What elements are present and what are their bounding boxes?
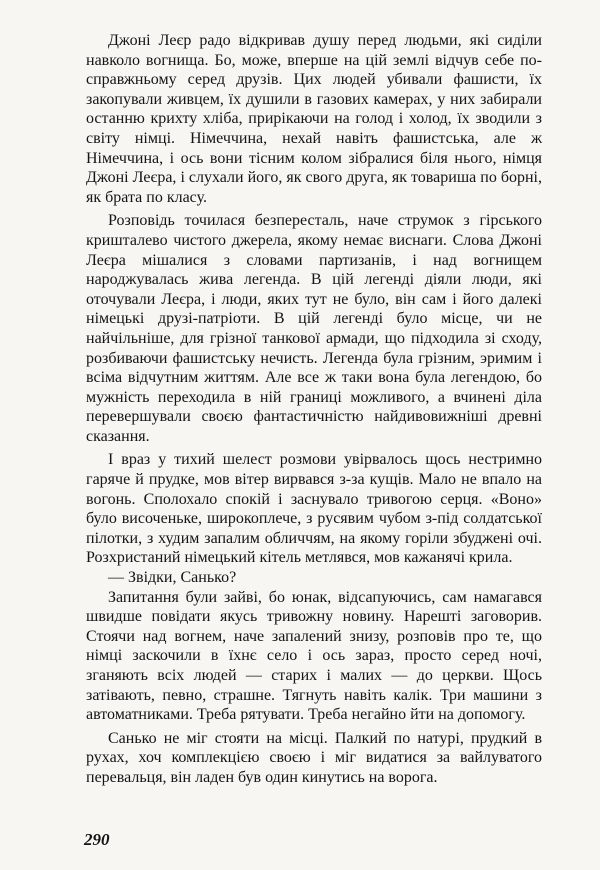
body-text (86, 31, 542, 788)
paragraph-2: Розповідь точилася безпересталь, наче струмок з гірського кришталево чистого джерела, якому немає виснаги. Слова Джоні Леєра мішалися з словами партизанів, і над вогнищем народжувалась жива легенда. В цій легенді діяли люди, які оточували Леєра, і люди, яких тут не було, він сам і його далекі німецькі друзі-патріоти. В цій легенді було місце, чи не найчільніше, для грізної танкової армади, що підходила зі сходу, розбиваючи фашистську нечисть. Легенда була грізним, эримим і всіма відчутним життям. Але все ж таки вона була легендою, бо мужність переходила в ній границі можливого, а вчинені діла перевершували своєю фантастичністю найдивовижніші древні сказання. (86, 212, 542, 445)
paragraph-5: Санько не міг стояти на місці. Палкий по натурі, прудкий в рухах, хоч комплекцією своєю і міг видатися за вайлуватого перевальця, він ладен був один кинутись на ворога. (86, 729, 542, 786)
paragraph-3: І враз у тихий шелест розмови увірвалось щось нестримно гаряче й прудке, мов вітер вирвався з-за кущів. Мало не впало на вогонь. Сполохало спокій і заснувало тривогою серця. «Воно» було височеньке, широкоплече, з русявим чубом з-під солдатської пілотки, з худим запалим обличчям, на якому горіли збуджені очі. Розхристаний німецький кітель метлявся, мов кажанячі крила. (86, 451, 542, 567)
dialogue-line: — Звідки, Санько? (108, 569, 237, 587)
paragraph-1: Джоні Леєр радо відкривав душу перед людьми, які сиділи навколо вогнища. Бо, може, вперше на цій землі відчув себе по-справжньому серед друзів. Цих людей убивали фашисти, їх закопували живцем, їх душили в газових камерах, у них забирали останню крихту хліба, прирікаючи на голод і холод, їх зводили з світу німці. Німеччина, нехай навіть фашистська, але ж Німеччина, і ось вони тісним колом зібралися біля нього, німця Джоні Леєра, і слухали його, як свого друга, як товариша по борні, як брата по класу. (86, 32, 542, 206)
paragraph-4: Запитання були зайві, бо юнак, відсапуючись, сам намагався швидше повідати якусь тривожну новину. Нарешті заговорив. Стоячи над вогнем, наче запалений знизу, розповів про те, що німці заскочили в їхнє село і ось зараз, просто серед ночі, зганяють всіх людей — старих і малих — до церкви. Щось затівають, певно, страшне. Тягнуть навіть калік. Три машини з автоматниками. Треба рятувати. Треба негайно йти на допомогу. (86, 588, 542, 724)
page-number: 290 (84, 830, 110, 849)
